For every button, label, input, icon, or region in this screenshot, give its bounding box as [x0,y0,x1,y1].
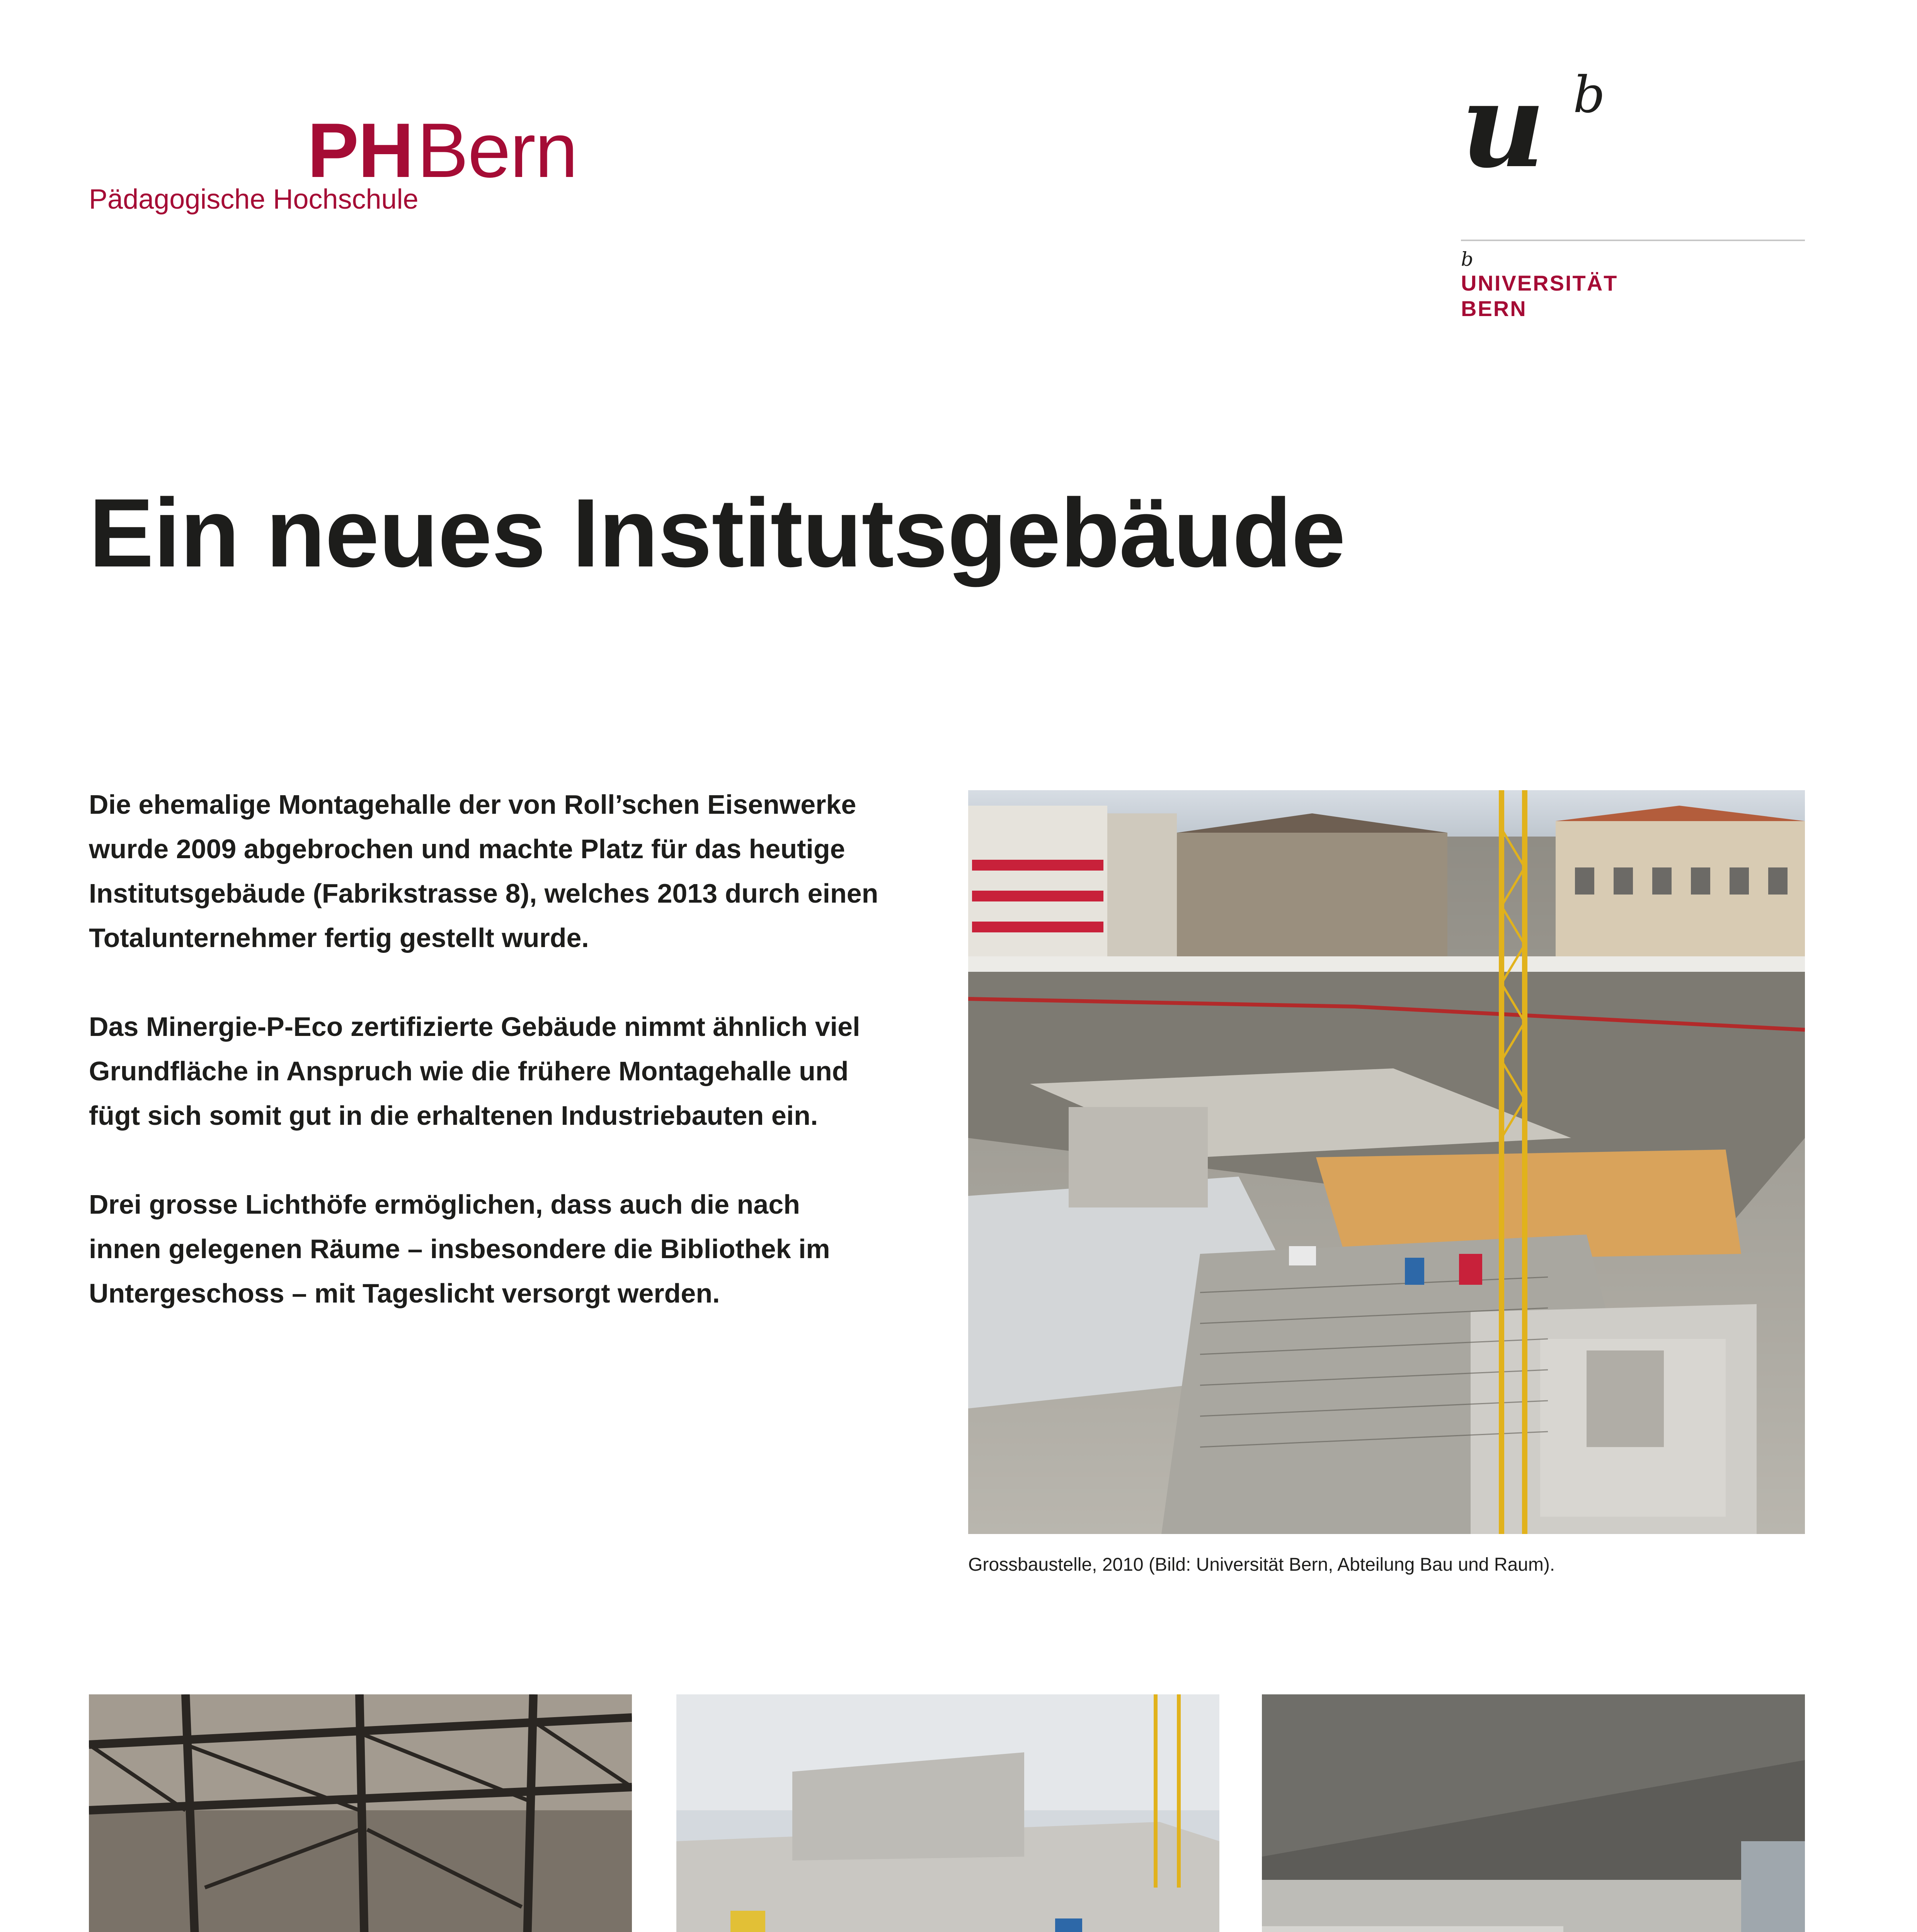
photo-library-construction [676,1694,1219,1932]
ph-bern-wordmark-bern: Bern [417,107,577,194]
paragraph-line: wurde 2009 abgebrochen und machte Platz für das heutige [89,834,845,864]
unibe-small-b: b [1461,248,1474,270]
paragraph-line: Grundfläche in Anspruch wie die frühere Montagehalle und [89,1056,849,1086]
ph-bern-subline: Pädagogische Hochschule [89,184,419,215]
ph-bern-wordmark [307,107,577,194]
photo-construction-site [968,790,1805,1534]
paragraph-1 [89,782,951,960]
library-construction-illustration [676,1694,1219,1932]
photo-staircase [1262,1694,1805,1932]
body-text [89,782,951,1360]
paragraph-line: Die ehemalige Montagehalle der von Roll’schen Eisenwerke [89,789,856,820]
page-title: Ein neues Institutsgebäude [89,479,1345,587]
paragraph-line: innen gelegenen Räume – insbesondere die Bibliothek im [89,1234,830,1264]
unibe-name-line2: BERN [1461,296,1527,321]
paragraph-line: fügt sich somit gut in die erhaltenen Industriebauten ein. [89,1100,818,1131]
construction-site-illustration [968,790,1805,1534]
paragraph-line: Institutsgebäude (Fabrikstrasse 8), welches 2013 durch einen [89,878,878,908]
historic-hall-illustration [89,1694,632,1932]
unibe-mark-b: b [1573,70,1605,124]
unibe-logo [1461,70,1809,332]
photo-historic-assembly-hall [89,1694,632,1932]
staircase-illustration [1262,1694,1805,1932]
unibe-ub-mark [1461,70,1616,185]
unibe-name [1461,270,1618,321]
caption-main-photo: Grossbaustelle, 2010 (Bild: Universität Bern, Abteilung Bau und Raum). [968,1554,1555,1575]
paragraph-3 [89,1182,951,1316]
paragraph-2 [89,1005,951,1138]
ph-bern-logo [89,107,591,228]
paragraph-line: Totalunternehmer fertig gestellt wurde. [89,923,589,953]
paragraph-line: Das Minergie-P-Eco zertifizierte Gebäude nimmt ähnlich viel [89,1012,860,1042]
paragraph-line: Drei grosse Lichthöfe ermöglichen, dass auch die nach [89,1189,800,1219]
unibe-name-line1: UNIVERSITÄT [1461,271,1618,295]
unibe-logo-rule [1461,240,1805,241]
unibe-mark-u: u [1461,70,1546,185]
ph-bern-wordmark-ph: PH [307,107,413,194]
paragraph-line: Untergeschoss – mit Tageslicht versorgt werden. [89,1278,720,1308]
